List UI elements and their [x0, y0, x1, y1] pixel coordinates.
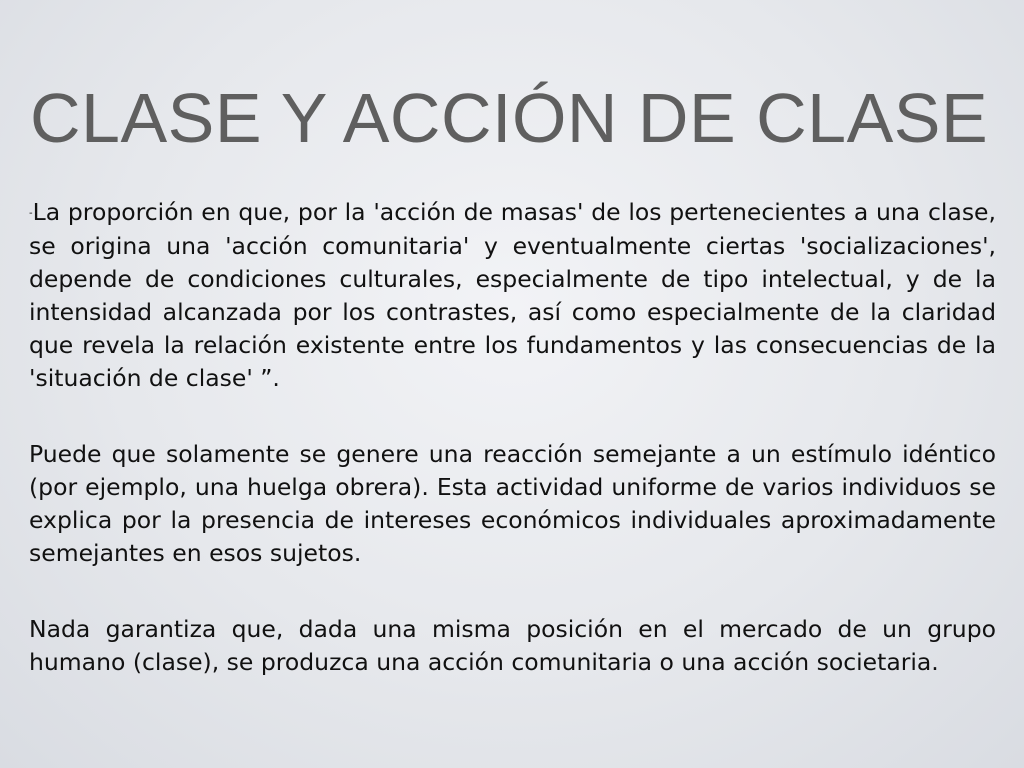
slide-title: CLASE Y ACCIÓN DE CLASE [30, 79, 989, 157]
paragraph-3: Nada garantiza que, dada una misma posición en el mercado de un grupo humano (clase), se produzca una acción comunitaria o una acción societaria. [29, 615, 996, 676]
paragraph-1-text: La proporción en que, por la 'acción de masas' de los pertenecientes a una clase, se origina una 'acción comunitaria' y eventualmente ciertas 'socializaciones', depende de condiciones culturales, especialmente de tipo intelectual, y de la intensidad alcanzada por los contrastes, así como especialmente de la claridad que revela la relación existente entre los fundamentos y las consecuencias de la 'situación de clase' ”. [29, 198, 996, 392]
paragraph-2: Puede que solamente se genere una reacción semejante a un estímulo idéntico (por ejemplo, una huelga obrera). Esta actividad uniforme de varios individuos se explica por la presencia de intereses económicos individuales aproximadamente semejantes en esos sujetos. [29, 440, 996, 567]
slide-body [29, 196, 996, 679]
paragraph-1 [29, 196, 996, 395]
bullet-marker: - [29, 208, 33, 219]
